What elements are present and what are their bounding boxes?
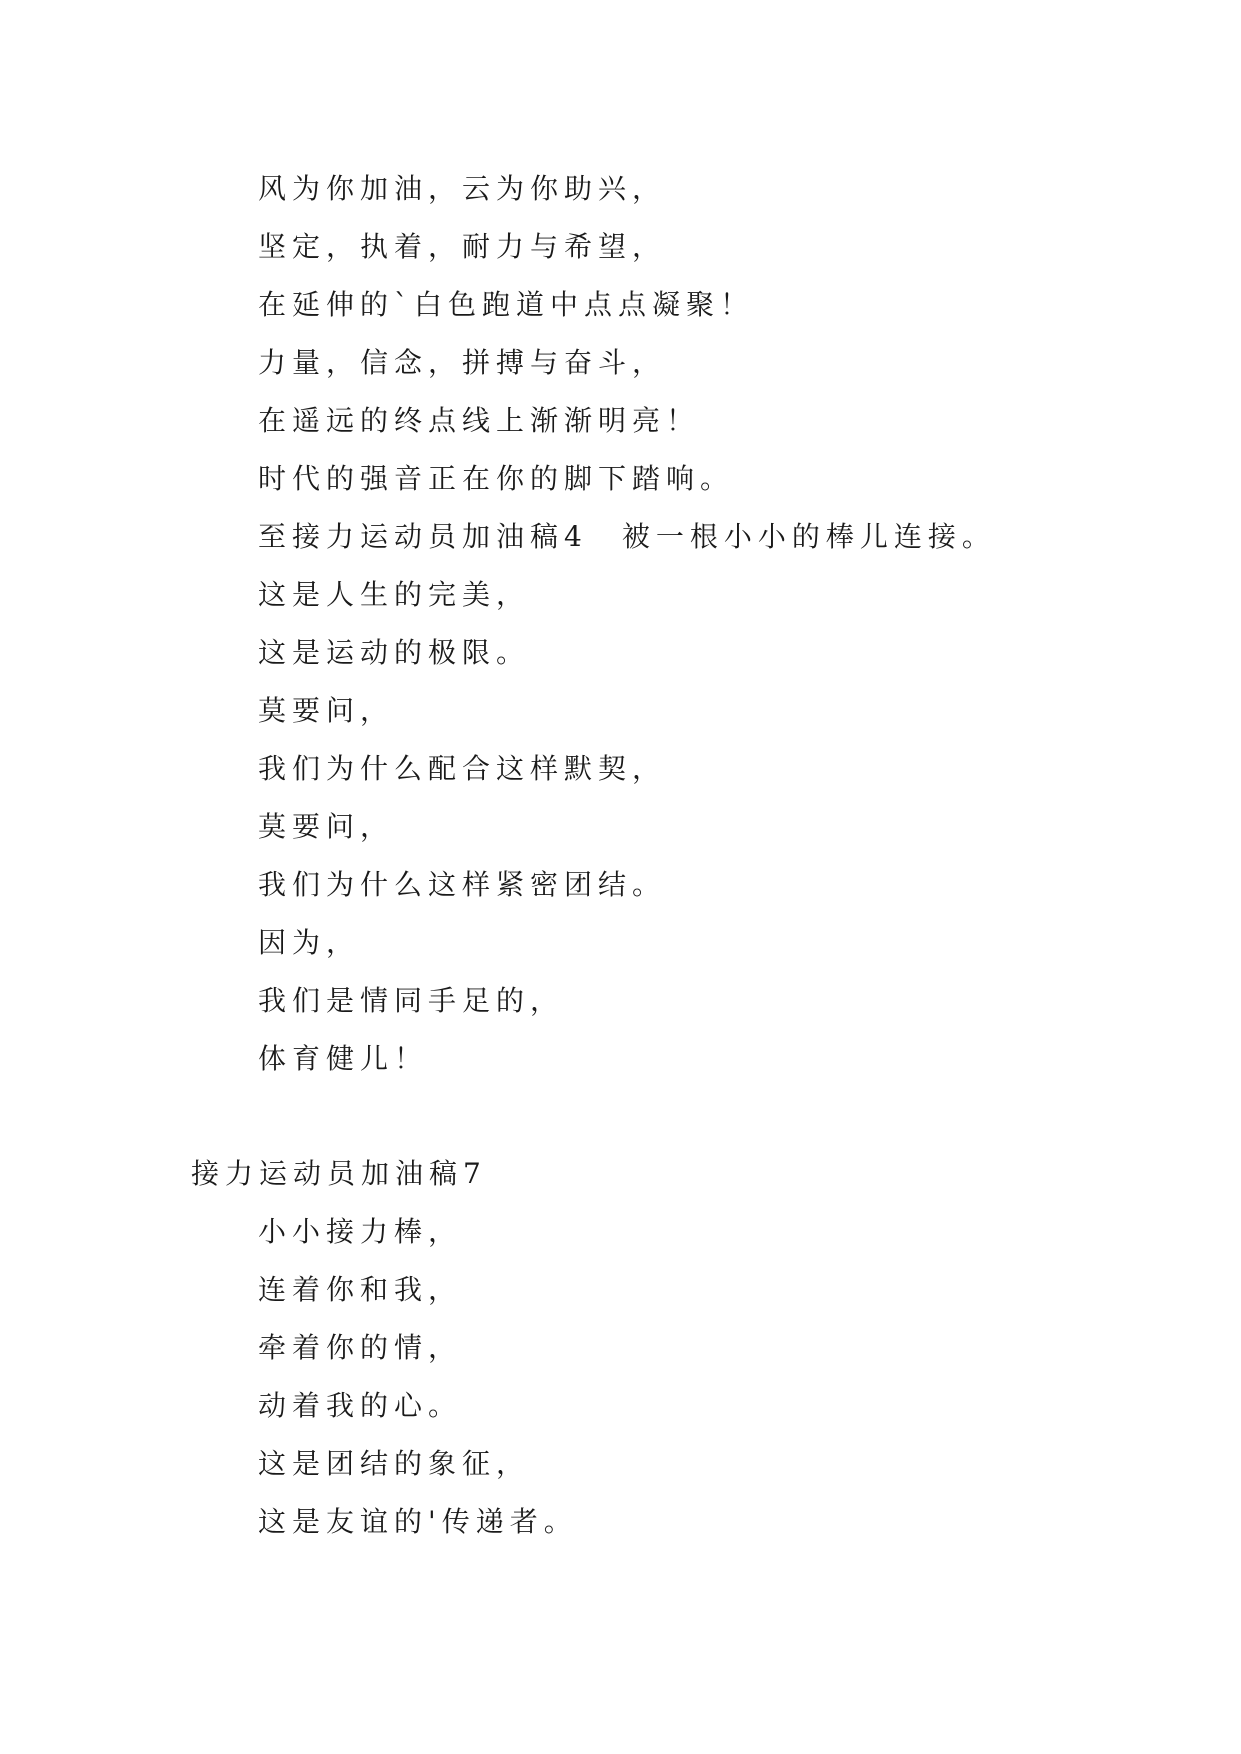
poem-line: 这是团结的象征， bbox=[258, 1447, 531, 1480]
poem-section-2 bbox=[0, 1203, 1241, 1551]
poem-line: 这是人生的完美， bbox=[258, 578, 531, 611]
poem-line: 坚定，执着，耐力与希望， bbox=[258, 230, 667, 263]
poem-section-1 bbox=[0, 160, 1241, 1088]
poem-line: 这是友谊的'传递者。 bbox=[258, 1505, 578, 1538]
poem-line: 至接力运动员加油稿4 被一根小小的棒儿连接。 bbox=[258, 520, 996, 553]
poem-line: 体育健儿！ bbox=[258, 1042, 429, 1075]
poem-line: 在遥远的终点线上渐渐明亮！ bbox=[258, 404, 701, 437]
poem-line: 因为， bbox=[258, 926, 361, 959]
poem-line: 牵着你的情， bbox=[258, 1331, 463, 1364]
poem-line: 连着你和我， bbox=[258, 1273, 463, 1306]
poem-line: 我们是情同手足的， bbox=[258, 984, 565, 1017]
poem-line: 风为你加油，云为你助兴， bbox=[258, 172, 667, 205]
poem-line: 时代的强音正在你的脚下踏响。 bbox=[258, 462, 735, 495]
poem-line: 莫要问， bbox=[258, 694, 395, 727]
poem-line: 我们为什么这样紧密团结。 bbox=[258, 868, 667, 901]
poem-line: 这是运动的极限。 bbox=[258, 636, 531, 669]
poem-line: 莫要问， bbox=[258, 810, 395, 843]
poem-line: 我们为什么配合这样默契， bbox=[258, 752, 667, 785]
poem-line: 在延伸的`白色跑道中点点凝聚！ bbox=[258, 288, 755, 321]
poem-line: 动着我的心。 bbox=[258, 1389, 463, 1422]
poem-line: 小小接力棒， bbox=[258, 1215, 463, 1248]
section-heading: 接力运动员加油稿7 bbox=[191, 1157, 487, 1190]
poem-line: 力量，信念，拼搏与奋斗， bbox=[258, 346, 667, 379]
